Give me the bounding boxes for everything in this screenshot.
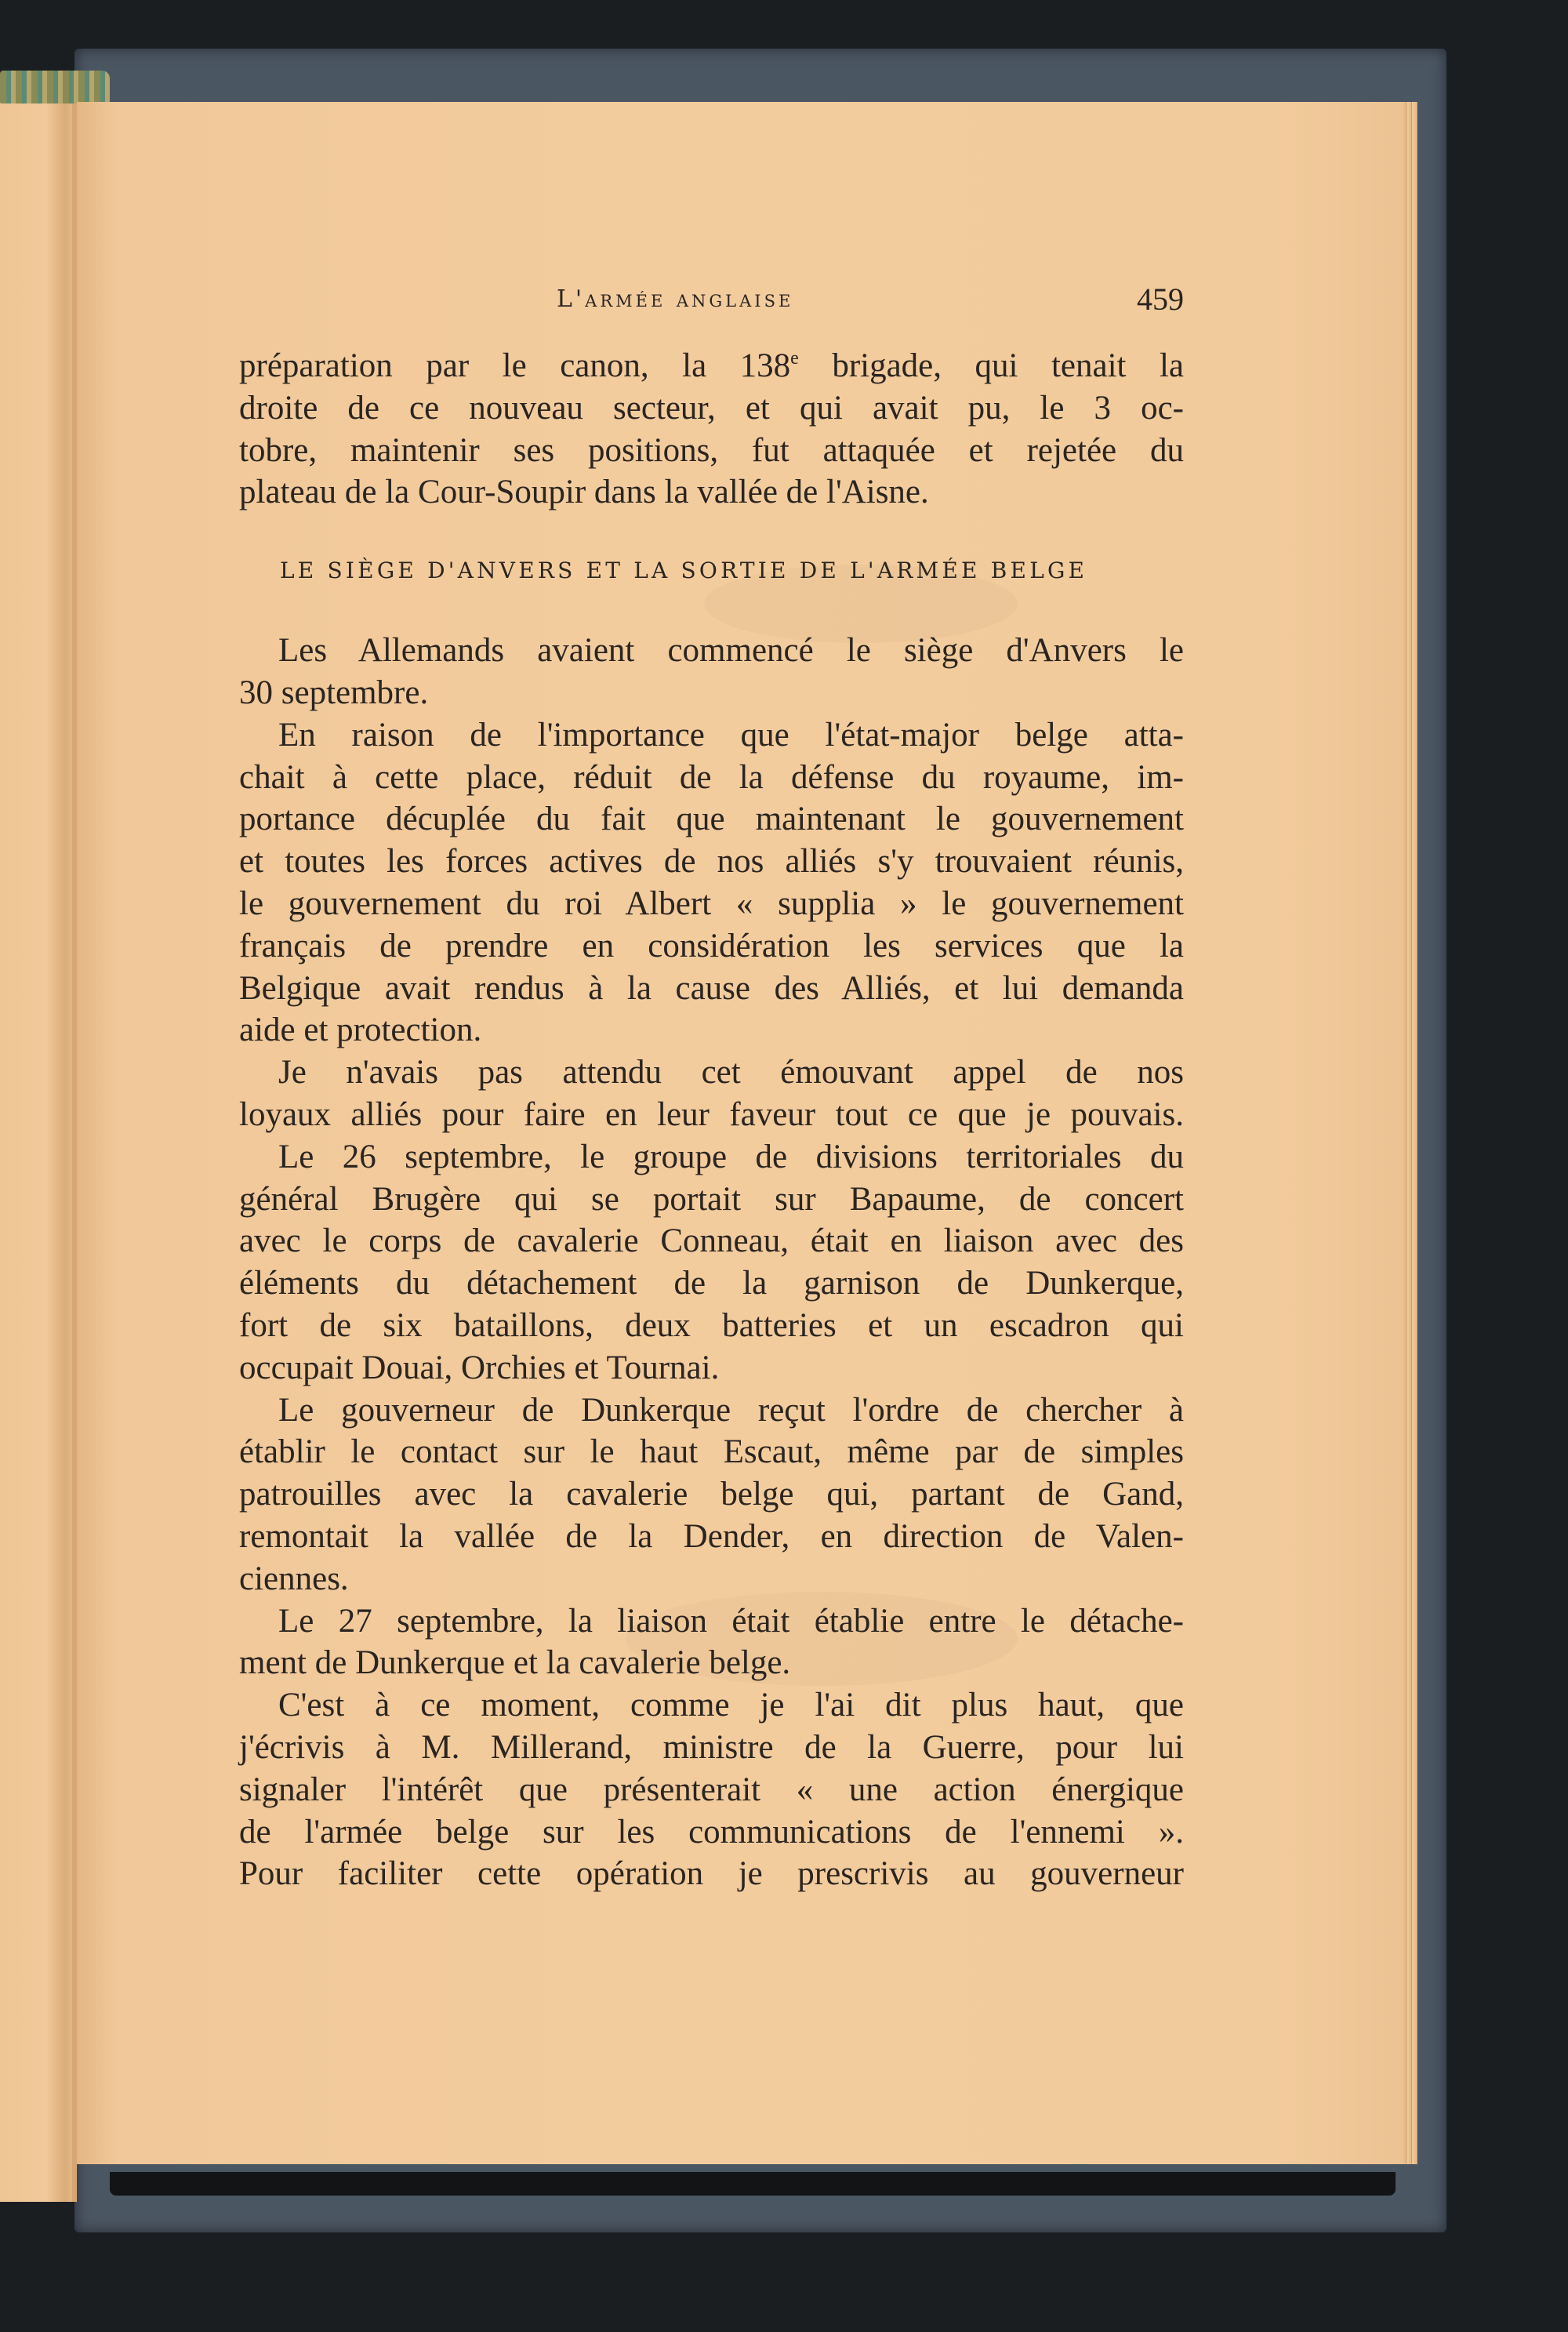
text-line: avec le corps de cavalerie Conneau, était en liaison avec des: [239, 1222, 1184, 1260]
text-line: établir le contact sur le haut Escaut, même par de simples: [239, 1433, 1184, 1471]
text-line: Les Allemands avaient commencé le siège d'Anvers le: [278, 632, 1184, 670]
text-line: Le 27 septembre, la liaison était établie entre le détache-: [278, 1602, 1184, 1640]
text-line: le gouvernement du roi Albert « supplia » le gouvernement: [239, 884, 1184, 922]
text-line: Le 26 septembre, le groupe de divisions territoriales du: [278, 1138, 1184, 1175]
text-line: occupait Douai, Orchies et Tournai.: [239, 1349, 720, 1386]
body-text: [239, 345, 1184, 1895]
text-line: patrouilles avec la cavalerie belge qui, partant de Gand,: [239, 1476, 1184, 1513]
running-title: L'armée anglaise: [557, 285, 794, 313]
cover-shadow: [110, 2172, 1396, 2196]
text-line: fort de six bataillons, deux batteries et un escadron qui: [239, 1306, 1184, 1344]
text-line: général Brugère qui se portait sur Bapaume, de concert: [239, 1180, 1184, 1218]
text-line: ment de Dunkerque et la cavalerie belge.: [239, 1644, 791, 1682]
text-line: Je n'avais pas attendu cet émouvant appel de nos: [278, 1054, 1184, 1092]
text-line: chait à cette place, réduit de la défense du royaume, im-: [239, 758, 1184, 796]
text-line: portance décuplée du fait que maintenant le gouvernement: [239, 801, 1184, 838]
text-line: aide et protection.: [239, 1012, 482, 1049]
text-line: j'écrivis à M. Millerand, ministre de la Guerre, pour lui: [239, 1728, 1184, 1766]
page-fore-edge: [1403, 102, 1417, 2164]
superscript: e: [790, 348, 799, 369]
text-line: Le gouverneur de Dunkerque reçut l'ordre de chercher à: [278, 1391, 1184, 1429]
text-line: et toutes les forces actives de nos alliés s'y trouvaient réunis,: [239, 843, 1184, 881]
text-line: C'est à ce moment, comme je l'ai dit plus haut, que: [278, 1687, 1184, 1724]
text-line: préparation par le canon, la 138e brigade, qui tenait la: [239, 347, 1184, 384]
text-line: français de prendre en considération les services que la: [239, 927, 1184, 964]
text-line: plateau de la Cour-Soupir dans la vallée de l'Aisne.: [239, 474, 929, 511]
text-line: éléments du détachement de la garnison de Dunkerque,: [239, 1265, 1184, 1302]
text-line: ciennes.: [239, 1560, 349, 1597]
running-head: [235, 281, 1184, 328]
text-line: remontait la vallée de la Dender, en direction de Valen-: [239, 1517, 1184, 1555]
text-line: Belgique avait rendus à la cause des Alliés, et lui demanda: [239, 969, 1184, 1007]
text-line: En raison de l'importance que l'état-major belge atta-: [278, 716, 1184, 754]
text-line: signaler l'intérêt que présenterait « une action énergique: [239, 1771, 1184, 1808]
section-heading: LE SIÈGE D'ANVERS ET LA SORTIE DE L'ARMÉE BELGE: [280, 558, 1088, 584]
text-line: Pour faciliter cette opération je prescrivis au gouverneur: [239, 1855, 1184, 1893]
text-line: de l'armée belge sur les communications de l'ennemi ».: [239, 1813, 1184, 1851]
text-line: droite de ce nouveau secteur, et qui avait pu, le 3 oc-: [239, 389, 1184, 427]
page-number: 459: [1137, 282, 1184, 317]
headband: [0, 71, 110, 104]
text-line: 30 septembre.: [239, 674, 429, 711]
left-page-edge: [0, 100, 77, 2202]
text-line: tobre, maintenir ses positions, fut attaquée et rejetée du: [239, 431, 1184, 469]
text-line: loyaux alliés pour faire en leur faveur tout ce que je pouvais.: [239, 1095, 1184, 1133]
